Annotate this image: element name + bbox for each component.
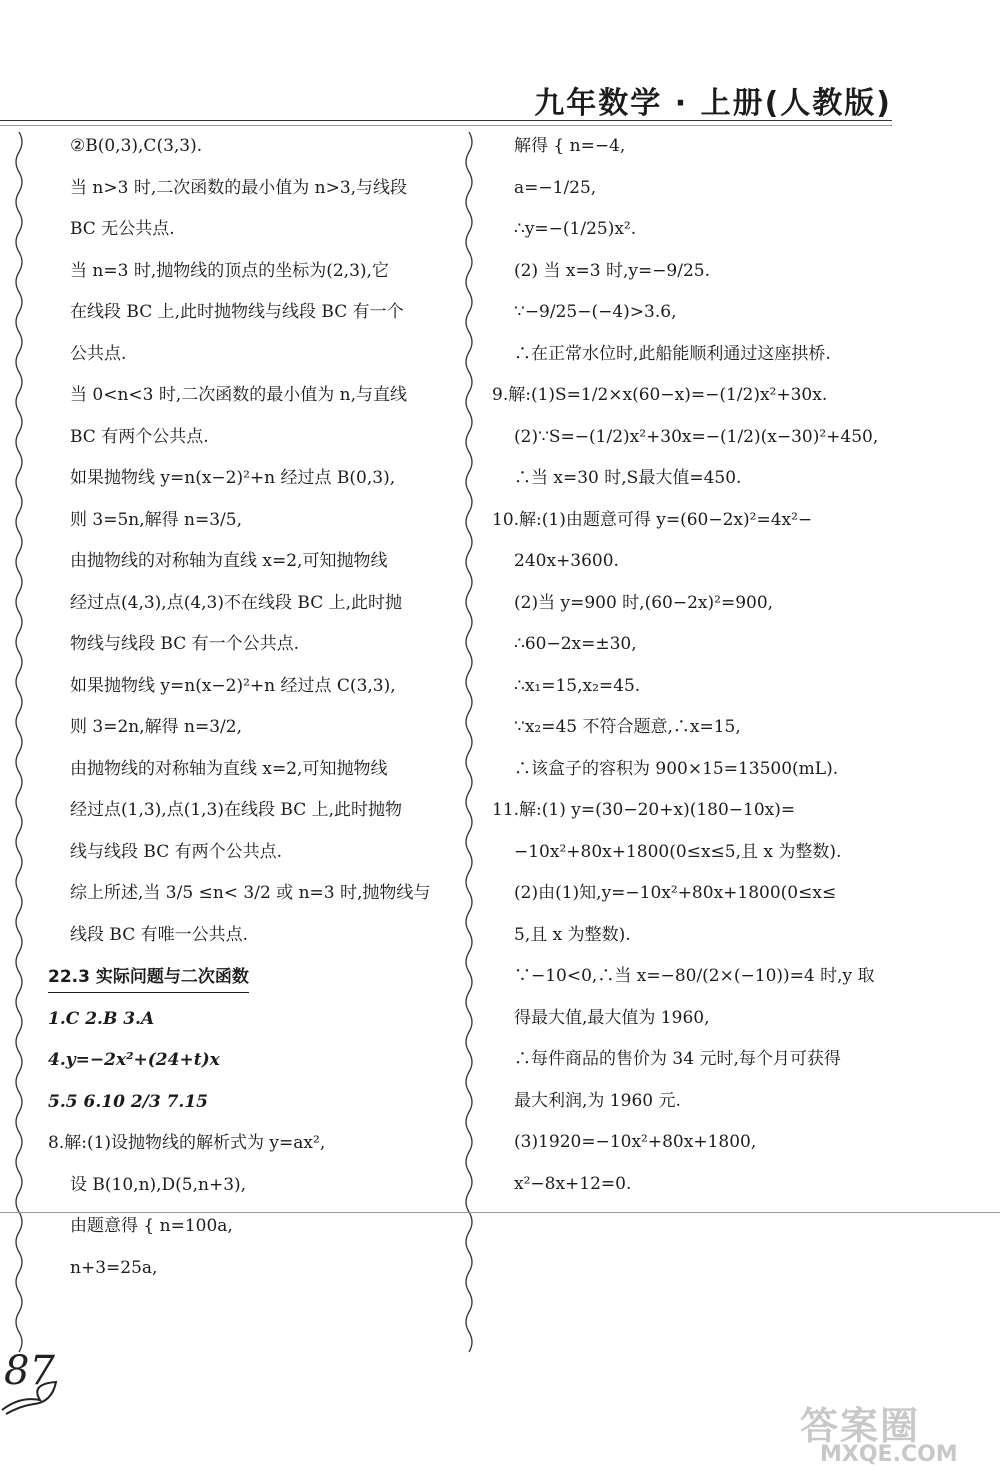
watermark-url: MXQE.COM — [820, 1442, 958, 1467]
text-line: 则 3=5n,解得 n=3/5, — [70, 509, 242, 530]
text-line: 公共点. — [70, 343, 127, 364]
left-divider — [0, 1212, 470, 1213]
answer-line: 5.5 6.10 2/3 7.15 — [48, 1091, 209, 1112]
text-line: 综上所述,当 3/5 ≤n< 3/2 或 n=3 时,抛物线与 — [70, 883, 431, 903]
text-line: BC 有两个公共点. — [70, 426, 209, 447]
right-column — [492, 126, 892, 1205]
text-line: 如果抛物线 y=n(x−2)²+n 经过点 C(3,3), — [70, 675, 396, 696]
text-line: 则 3=2n,解得 n=3/2, — [70, 717, 242, 737]
text-line: 5,且 x 为整数). — [514, 924, 631, 945]
question-8-line: 设 B(10,n),D(5,n+3), — [70, 1174, 247, 1195]
text-line: x²−8x+12=0. — [514, 1173, 632, 1194]
header-rule — [0, 120, 892, 121]
middle-wavy-border — [462, 132, 476, 1362]
question-8-line: 由题意得 { n=100a, — [70, 1216, 233, 1236]
text-line: (3)1920=−10x²+80x+1800, — [514, 1132, 757, 1152]
header-title: 九年数学 · 上册(人教版) — [534, 86, 892, 121]
text-line: ∴在正常水位时,此船能顺利通过这座拱桥. — [514, 343, 831, 364]
text-line: (2)由(1)知,y=−10x²+80x+1800(0≤x≤ — [514, 883, 837, 903]
text-line: (2) 当 x=3 时,y=−9/25. — [514, 260, 711, 281]
text-line: BC 无公共点. — [70, 219, 175, 239]
page-number: 87 — [4, 1348, 55, 1394]
text-line: ∵−9/25−(−4)>3.6, — [514, 302, 677, 322]
text-line: ∴x₁=15,x₂=45. — [514, 675, 641, 696]
text-line: 在线段 BC 上,此时抛物线与线段 BC 有一个 — [70, 302, 404, 322]
text-line: ∴60−2x=±30, — [514, 634, 637, 654]
text-line: 经过点(4,3),点(4,3)不在线段 BC 上,此时抛 — [70, 592, 403, 613]
text-line: ∴y=−(1/25)x². — [514, 219, 637, 239]
text-line: 240x+3600. — [514, 551, 619, 571]
leaf-ornament-icon — [0, 1376, 70, 1416]
text-line: 9.解:(1)S=1/2×x(60−x)=−(1/2)x²+30x. — [492, 385, 828, 405]
text-line: 物线与线段 BC 有一个公共点. — [70, 634, 300, 654]
text-line: 当 n>3 时,二次函数的最小值为 n>3,与线段 — [70, 177, 408, 198]
text-line: 线与线段 BC 有两个公共点. — [70, 841, 283, 862]
text-line: 得最大值,最大值为 1960, — [514, 1007, 710, 1028]
text-line: (2)当 y=900 时,(60−2x)²=900, — [514, 592, 774, 613]
text-line: 经过点(1,3),点(1,3)在线段 BC 上,此时抛物 — [70, 800, 403, 820]
text-line: ∵x₂=45 不符合题意,∴x=15, — [514, 717, 741, 737]
text-line: ∴该盒子的容积为 900×15=13500(mL). — [514, 758, 839, 779]
text-line: 由抛物线的对称轴为直线 x=2,可知抛物线 — [70, 758, 388, 779]
right-divider — [470, 1212, 1000, 1213]
watermark-logo: 答案圈 — [800, 1404, 921, 1448]
text-line: ②B(0,3),C(3,3). — [70, 136, 203, 156]
text-line: 11.解:(1) y=(30−20+x)(180−10x)= — [492, 800, 796, 820]
text-line: a=−1/25, — [514, 177, 597, 198]
text-line: ∴当 x=30 时,S最大值=450. — [514, 468, 742, 488]
text-line: −10x²+80x+1800(0≤x≤5,且 x 为整数). — [514, 841, 842, 862]
text-line: (2)∵S=−(1/2)x²+30x=−(1/2)(x−30)²+450, — [514, 426, 879, 447]
text-line: 由抛物线的对称轴为直线 x=2,可知抛物线 — [70, 551, 388, 571]
text-line: ∴每件商品的售价为 34 元时,每个月可获得 — [514, 1049, 841, 1069]
question-8-line: n+3=25a, — [70, 1257, 158, 1278]
section-heading: 22.3 实际问题与二次函数 — [48, 962, 249, 993]
text-line: 如果抛物线 y=n(x−2)²+n 经过点 B(0,3), — [70, 468, 396, 488]
left-wavy-border — [12, 132, 26, 1362]
left-column — [48, 126, 458, 1289]
text-line: 当 0<n<3 时,二次函数的最小值为 n,与直线 — [70, 385, 408, 405]
text-line: 当 n=3 时,抛物线的顶点的坐标为(2,3),它 — [70, 260, 389, 281]
text-line: 10.解:(1)由题意可得 y=(60−2x)²=4x²− — [492, 509, 813, 530]
text-line: 最大利润,为 1960 元. — [514, 1090, 681, 1111]
text-line: ∵−10<0,∴当 x=−80/(2×(−10))=4 时,y 取 — [514, 966, 875, 986]
answer-line: 1.C 2.B 3.A — [48, 1008, 155, 1029]
question-8-line: 8.解:(1)设抛物线的解析式为 y=ax², — [48, 1133, 326, 1153]
text-line: 解得 { n=−4, — [514, 136, 626, 156]
answer-line: 4.y=−2x²+(24+t)x — [48, 1050, 220, 1070]
text-line: 线段 BC 有唯一公共点. — [70, 924, 249, 945]
